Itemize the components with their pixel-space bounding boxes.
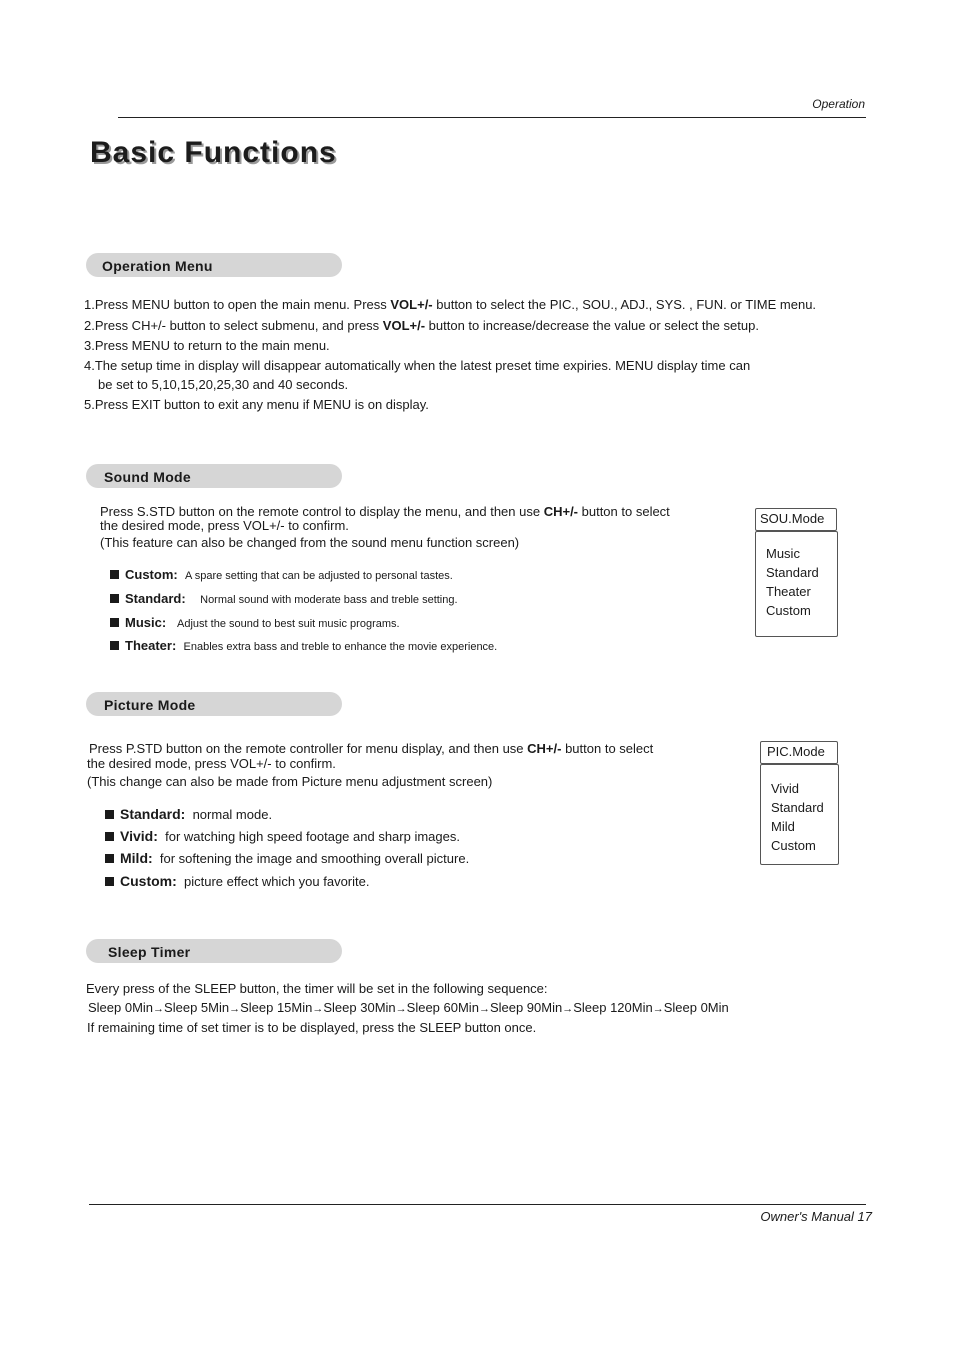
picture-intro-1: Press P.STD button on the remote controller for menu display, and then use CH+/- button to select [89,741,654,756]
arrow-icon: → [395,1003,407,1015]
sou-mode-osd-title: SOU.Mode [755,508,837,531]
header-rule [118,117,866,118]
sound-intro-2: the desired mode, press VOL+/- to confirm. [100,518,349,533]
op-line-1: 1.Press MENU button to open the main menu. Press VOL+/- button to select the PIC., SOU., ADJ., SYS. , FUN. or TIME menu. [84,297,817,312]
bullet-icon [110,641,119,650]
picture-intro-2: the desired mode, press VOL+/- to confirm. [87,756,336,771]
bullet-icon [105,810,114,819]
picture-mode-heading: Picture Mode [86,692,342,716]
arrow-icon: → [153,1003,165,1015]
operation-menu-heading: Operation Menu [86,253,342,277]
sleep-line-3: If remaining time of set timer is to be displayed, press the SLEEP button once. [87,1020,537,1035]
op-line-4-cont: be set to 5,10,15,20,25,30 and 40 seconds. [98,377,349,392]
bullet-icon [110,618,119,627]
picture-item-custom: Custom: picture effect which you favorite. [105,873,369,890]
arrow-icon: → [652,1003,664,1015]
picture-item-standard: Standard: normal mode. [105,806,272,823]
sound-item-theater: Theater: Enables extra bass and treble to enhance the movie experience. [110,638,497,655]
sleep-timer-heading: Sleep Timer [86,939,342,963]
arrow-icon: → [229,1003,241,1015]
picture-item-vivid: Vivid: for watching high speed footage and sharp images. [105,828,460,845]
sound-intro-3: (This feature can also be changed from the sound menu function screen) [100,535,520,550]
picture-item-mild: Mild: for softening the image and smoothing overall picture. [105,850,469,867]
bullet-icon [105,877,114,886]
bullet-icon [105,832,114,841]
bullet-icon [110,594,119,603]
page-title: Basic Functions [90,136,337,169]
op-line-4: 4.The setup time in display will disappear automatically when the latest preset time expiries. MENU display time can [84,358,751,373]
op-line-5: 5.Press EXIT button to exit any menu if MENU is on display. [84,397,429,412]
arrow-icon: → [478,1003,490,1015]
sound-item-music: Music: Adjust the sound to best suit music programs. [110,615,400,632]
op-line-3: 3.Press MENU to return to the main menu. [84,338,330,353]
arrow-icon: → [312,1003,324,1015]
pic-option-standard: Standard [771,800,824,815]
sound-item-standard: Standard: Normal sound with moderate bass and treble setting. [110,591,458,608]
header-section-label: Operation [812,97,865,111]
bullet-icon [105,854,114,863]
sleep-sequence: Sleep 0Min→Sleep 5Min→Sleep 15Min→Sleep 30Min→Sleep 60Min→Sleep 90Min→Sleep 120Min→Sleep 0Min [88,1000,729,1015]
sou-option-custom: Custom [766,603,811,618]
pic-option-mild: Mild [771,819,795,834]
pic-mode-osd-title: PIC.Mode [760,741,838,764]
sound-item-custom: Custom: A spare setting that can be adjusted to personal tastes. [110,567,453,584]
pic-option-custom: Custom [771,838,816,853]
sou-option-theater: Theater [766,584,811,599]
sound-mode-heading: Sound Mode [86,464,342,488]
pic-option-vivid: Vivid [771,781,799,796]
pic-mode-osd-options [760,764,839,865]
footer-rule [89,1204,866,1205]
sou-option-standard: Standard [766,565,819,580]
sleep-line-1: Every press of the SLEEP button, the timer will be set in the following sequence: [86,981,548,996]
sou-option-music: Music [766,546,800,561]
sou-mode-osd-options [755,531,838,637]
picture-intro-3: (This change can also be made from Picture menu adjustment screen) [87,774,493,789]
arrow-icon: → [562,1003,574,1015]
op-line-2: 2.Press CH+/- button to select submenu, and press VOL+/- button to increase/decrease the value or select the setup. [84,318,759,333]
bullet-icon [110,570,119,579]
footer-text: Owner's Manual 17 [760,1209,872,1224]
sound-intro-1: Press S.STD button on the remote control to display the menu, and then use CH+/- button to select [100,504,670,519]
